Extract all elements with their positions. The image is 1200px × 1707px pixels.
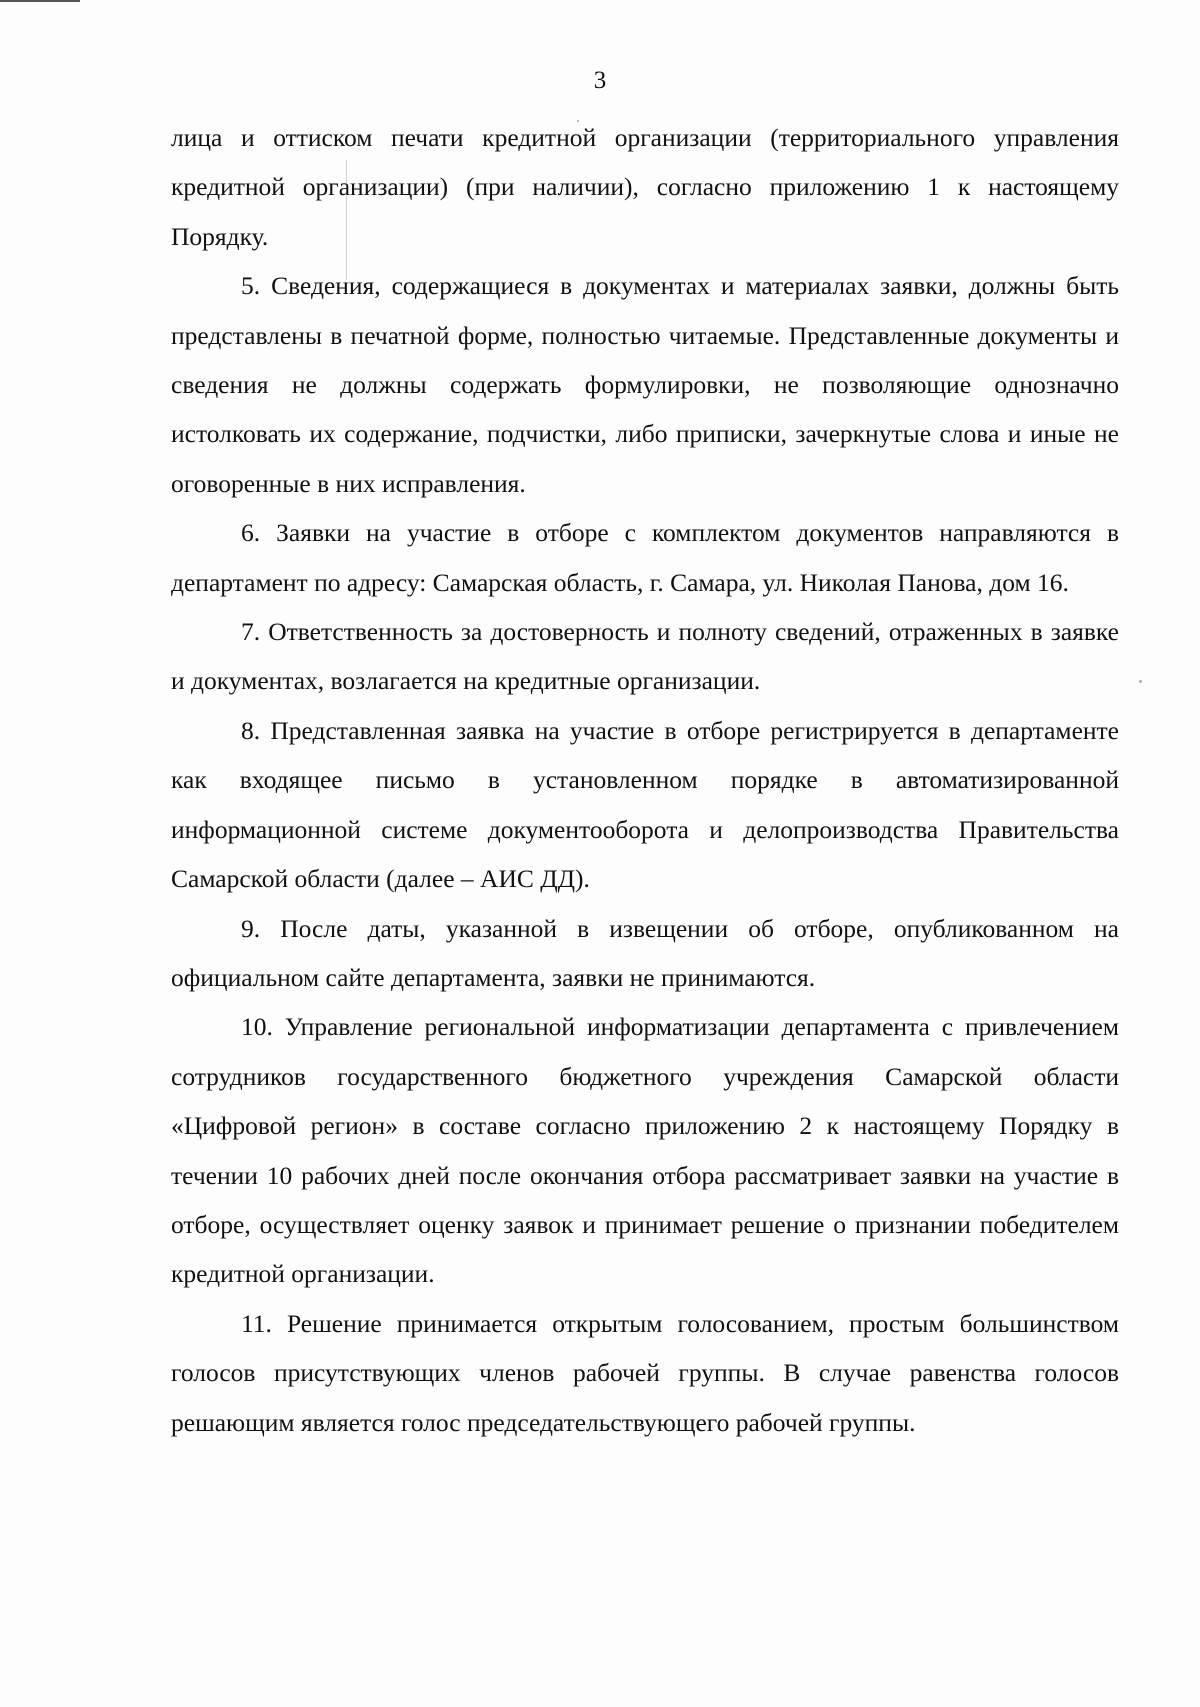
document-body xyxy=(171,113,1119,1447)
scan-mark xyxy=(577,120,579,122)
paragraph-5: 5. Сведения, содержащиеся в документах и материалах заявки, должны быть представлены в печатной форме, полностью читаемые. Представленные документы и сведения не должны содержать формулировки, не позволяющие однозначно истолковать их содержание, подчистки, либо приписки, зачеркнутые слова и иные не оговоренные в них исправления. xyxy=(171,271,1119,498)
paragraph-7: 7. Ответственность за достоверность и полноту сведений, отраженных в заявке и документах, возлагается на кредитные организации. xyxy=(171,617,1119,696)
paragraph-9: 9. После даты, указанной в извещении об отборе, опубликованном на официальном сайте департамента, заявки не принимаются. xyxy=(171,913,1119,992)
scan-edge-line xyxy=(0,0,80,8)
page-number: 3 xyxy=(593,67,607,94)
paragraph-11: 11. Решение принимается открытым голосованием, простым большинством голосов присутствующих членов рабочей группы. В случае равенства голосов решающим является голос председательствующего рабочей группы. xyxy=(171,1308,1119,1437)
scan-mark xyxy=(346,160,347,280)
scan-mark xyxy=(1139,680,1142,683)
paragraph-10: 10. Управление региональной информатизации департамента с привлечением сотрудников государственного бюджетного учреждения Самарской области «Цифровой регион» в составе согласно приложению 2 к настоящему Порядку в течении 10 рабочих дней после окончания отбора рассматривает заявки на участие в отборе, осуществляет оценку заявок и принимает решение о признании победителем кредитной организации. xyxy=(171,1012,1119,1289)
paragraph-continuation: лица и оттиском печати кредитной организации (территориального управления кредитной организации) (при наличии), согласно приложению 1 к настоящему Порядку. xyxy=(171,123,1119,251)
paragraph-6: 6. Заявки на участие в отборе с комплектом документов направляются в департамент по адресу: Самарская область, г. Самара, ул. Николая Панова, дом 16. xyxy=(171,518,1119,597)
paragraph-8: 8. Представленная заявка на участие в отборе регистрируется в департаменте как входящее письмо в установленном порядке в автоматизированной информационной системе документооборота и делопроизводства Правительства Самарской области (далее – АИС ДД). xyxy=(171,715,1119,894)
